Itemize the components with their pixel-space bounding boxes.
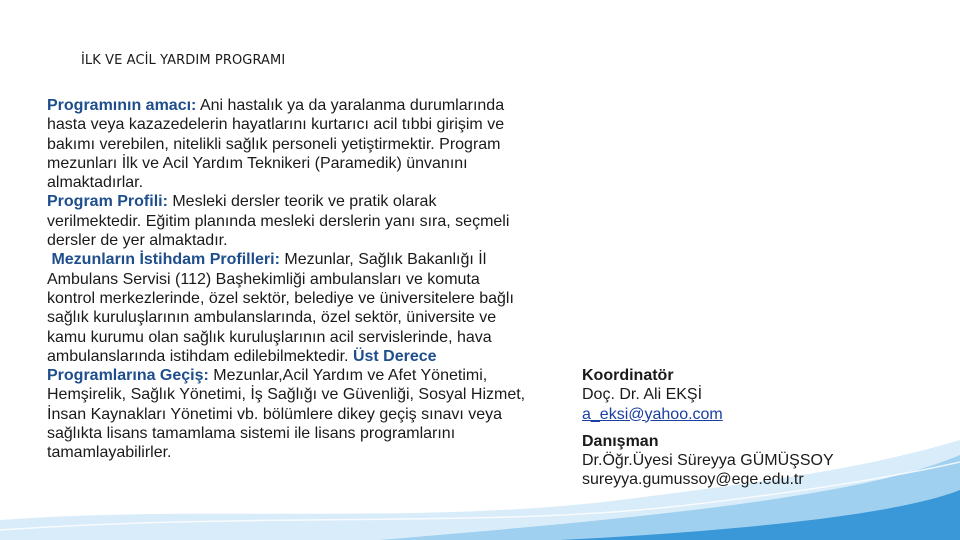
- employment-text: Mezunlar, Sağlık Bakanlığı İl Ambulans Servisi (112) Başhekimliği ambulansları ve komuta kontrol merkezlerinde, özel sektör, belediye ve üniversitelere bağlı sağlık kuruluşlarının ambulanslarında, özel sektör, üniversite ve kamu kurumu olan sağlık kuruluşlarının acil servislerinde, hava ambulanslarında istihdam edilebilmektedir.: [47, 251, 514, 365]
- slide-title: İLK VE ACİL YARDIM PROGRAMI: [81, 53, 286, 68]
- coordinator-name: Doç. Dr. Ali EKŞİ: [582, 386, 703, 404]
- purpose-text: Ani hastalık ya da yaralanma durumlarında hasta veya kazazedelerin hayatlarını kurtarıcı acil tıbbi girişim ve bakımı verebilen, nitelikli sağlık personeli yetiştirmektir. Program mezunları İlk ve Acil Yardım Teknikeri (Paramedik) ünvanını almaktadırlar.: [47, 97, 505, 192]
- advisor-name: Dr.Öğr.Üyesi Süreyya GÜMÜŞSOY: [582, 452, 834, 470]
- transition-text: Mezunlar,Acil Yardım ve Afet Yönetimi, Hemşirelik, Sağlık Yönetimi, İş Sağlığı ve Güvenliği, Sosyal Hizmet, İnsan Kaynakları Yönetimi vb. bölümlere dikey geçiş sınavı veya sağlıkta lisans tamamlama sistemi ile lisans programlarını tamamlayabilirler.: [47, 367, 526, 462]
- contacts-block: [582, 366, 942, 490]
- profile-text: Mesleki dersler teorik ve pratik olarak verilmektedir. Eğitim planında mesleki derslerin yanı sıra, seçmeli dersler de yer almaktadır.: [47, 193, 510, 250]
- profile-label: Program Profili:: [47, 193, 168, 211]
- coordinator-email-link[interactable]: a_eksi@yahoo.com: [582, 405, 723, 423]
- advisor-heading: Danışman: [582, 432, 659, 450]
- purpose-label: Programının amacı:: [47, 97, 197, 114]
- coordinator-heading: Koordinatör: [582, 367, 674, 384]
- employment-label: Mezunların İstihdam Profilleri:: [51, 251, 280, 269]
- transition-label: Üst Derece Programlarına Geçiş:: [47, 347, 437, 385]
- program-description: [47, 96, 527, 463]
- advisor-email: sureyya.gumussoy@ege.edu.tr: [582, 471, 804, 489]
